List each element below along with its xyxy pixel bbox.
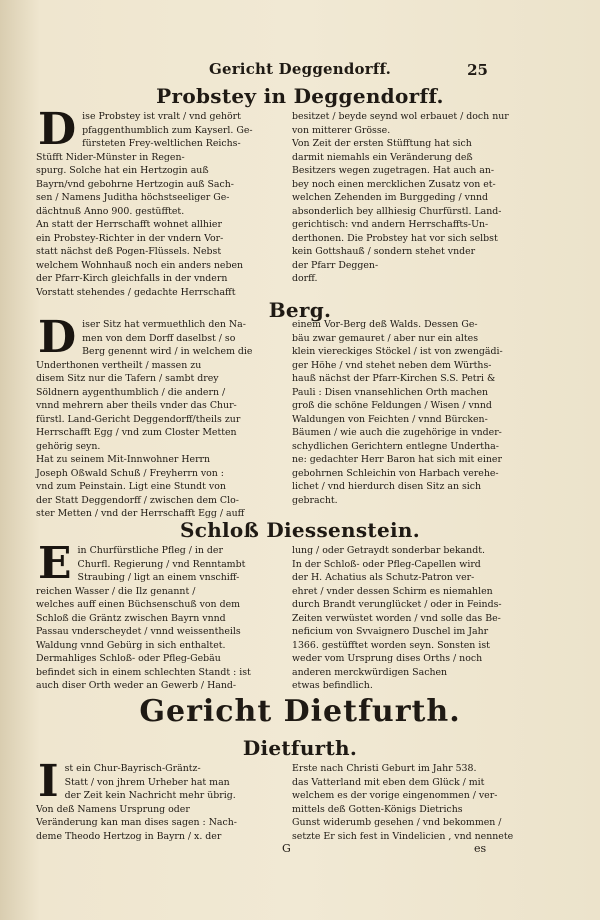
text-line: Berg genennt wird / in welchem die [82, 346, 253, 357]
probstey-left-column [36, 104, 286, 299]
text-line: Stüfft Nider-Münster in Regen- [36, 151, 185, 163]
signature-mark: G [282, 842, 291, 855]
text-line: iser Sitz hat vermuethlich den Na- [82, 319, 246, 330]
text-line: derthonen. Die Probstey hat vor sich selbst [292, 232, 498, 244]
text-line: der H. Achatius als Schutz-Patron ver- [292, 572, 475, 583]
text-line: lung / oder Getraydt sonderbar bekandt. [292, 545, 485, 556]
text-line: In der Schloß- oder Pfleg-Capellen wird [292, 558, 481, 570]
probstey-right-lines [292, 110, 546, 286]
text-line: ise Probstey ist vralt / vnd gehört [82, 111, 241, 122]
text-line: schydlichen Gerichtern entlegne Undertha- [292, 440, 499, 452]
text-line: spurg. Solche hat ein Hertzogin auß [36, 165, 209, 176]
text-line: der Pfarr-Kirch gleichfalls in der vndern [36, 273, 228, 284]
page-number: 25 [467, 61, 488, 79]
text-line: vnd zum Peinstain. Ligt eine Stundt von [36, 481, 226, 492]
text-line: 1366. gestüfftet worden seyn. Sonsten ist [292, 639, 490, 651]
text-line: Passau vnderscheydet / vnnd weissentheils [36, 626, 241, 637]
text-line: gerichtisch: vnd andern Herrschaffts-Un- [292, 219, 489, 230]
text-line: st ein Chur-Bayrisch-Gräntz- [64, 763, 201, 774]
text-line: bey noch einen mercklichen Zusatz von et- [292, 178, 496, 190]
catchword: es [474, 842, 487, 855]
text-line: bäu zwar gemauret / aber nur ein altes [292, 332, 479, 344]
section-title-dietfurth: Dietfurth. [242, 736, 358, 760]
text-line: gebohrnen Schleichin von Harbach verehe- [292, 467, 499, 479]
text-line: weder vom Ursprung dises Orths / noch [292, 653, 483, 664]
text-line: absonderlich bey allhiesig Churfürstl. Land- [292, 205, 502, 217]
text-line: gehörig seyn. [36, 440, 101, 452]
drop-cap-initial: D [38, 312, 77, 363]
section-title-diessenstein: Schloß Diessenstein. [179, 518, 421, 542]
text-line: in Churfürstliche Pfleg / in der [77, 545, 223, 556]
drop-cap-initial: D [38, 104, 77, 155]
text-line: statt nächst deß Pogen-Flüssels. Nebst [36, 246, 222, 257]
text-line: Erste nach Christi Geburt im Jahr 538. [292, 763, 477, 774]
text-line: hauß nächst der Pfarr-Kirchen S.S. Petri & [292, 373, 496, 384]
text-line: groß die schöne Feldungen / Wisen / vnnd [292, 400, 492, 411]
berg-right-lines [292, 318, 546, 507]
text-line: klein viereckiges Stöckel / ist von zwengädi- [292, 346, 503, 357]
text-line: Churfl. Regierung / vnd Renntambt [77, 558, 246, 570]
text-line: disem Sitz nur die Tafern / sambt drey [36, 373, 219, 384]
diessenstein-right-lines [292, 544, 546, 693]
text-line: darmit niemahls ein Veränderung deß [292, 151, 473, 163]
text-line: welchem Wohnhauß noch ein anders neben [36, 259, 244, 271]
text-line: Dermahliges Schloß- oder Pfleg-Gebäu [36, 653, 221, 664]
dietfurth-left-column [36, 756, 286, 843]
text-line: ehret / vnder dessen Schirm es niemahlen [292, 585, 493, 597]
text-line: Hat zu seinem Mit-Innwohner Herrn [36, 454, 211, 465]
text-line: Söldnern aygenthumblich / die andern / [36, 386, 226, 398]
text-line: Veränderung kan man dises sagen : Nach- [36, 817, 237, 828]
text-line: der Statt Deggendorff / zwischen dem Clo- [36, 494, 239, 506]
text-line: Bayrn/vnd gebohrne Hertzogin auß Sach- [36, 178, 234, 190]
text-line: Joseph Oßwald Schuß / Freyherrn von : [36, 467, 224, 479]
text-line: Waldungen von Feichten / vnnd Bürcken- [292, 413, 488, 425]
text-line: welchen Zehenden im Burggeding / vnnd [292, 192, 489, 203]
drop-cap-initial: I [38, 756, 59, 807]
text-line: einem Vor-Berg deß Walds. Dessen Ge- [292, 319, 478, 330]
text-line: Besitzers wegen zugetragen. Hat auch an- [292, 165, 495, 176]
diessenstein-left-column [36, 538, 286, 693]
text-line: Herrschafft Egg / vnd zum Closter Metten [36, 427, 237, 438]
text-line: dorff. [292, 273, 318, 284]
text-line: pfaggenthumblich zum Kayserl. Ge- [82, 124, 253, 136]
text-line: Von Zeit der ersten Stüfftung hat sich [292, 138, 472, 149]
diessenstein-right-column [292, 544, 546, 693]
text-line: Vorstatt stehendes / gedachte Herrschafft [36, 286, 236, 298]
text-line: welchem es der vorige eingenommen / ver- [292, 790, 498, 801]
text-line: der Pfarr Deggen- [292, 259, 379, 271]
drop-cap-initial: E [38, 538, 72, 589]
text-line: Schloß die Gräntz zwischen Bayrn vnnd [36, 612, 226, 624]
running-title: Gericht Deggendorff. [208, 60, 392, 78]
text-line: ein Probstey-Richter in der vndern Vor- [36, 232, 224, 244]
text-line: Statt / von jhrem Urheber hat man [64, 776, 230, 788]
berg-left-column [36, 312, 286, 521]
text-line: auch diser Orth weder an Gewerb / Hand- [36, 680, 237, 691]
text-line: Gunst widerumb gesehen / vnd bekommen / [292, 817, 502, 828]
text-line: der Zeit kein Nachricht mehr übrig. [64, 790, 236, 801]
text-line: ger Höhe / vnd stehet neben dem Würths- [292, 359, 492, 371]
text-line: Zeiten verwüstet worden / vnd solle das Be- [292, 612, 501, 624]
text-line: das Vatterland mit eben dem Glück / mit [292, 776, 485, 788]
text-line: An statt der Herrschafft wohnet allhier [36, 219, 222, 230]
text-line: besitzet / beyde seynd wol erbauet / doch nur [292, 111, 509, 122]
text-line: ne: gedachter Herr Baron hat sich mit einer [292, 454, 502, 465]
text-line: kein Gottshauß / sondern stehet vnder [292, 246, 476, 257]
text-line: setzte Er sich fest in Vindelicien , vnd nennete [292, 830, 514, 842]
dietfurth-right-column [292, 762, 546, 843]
probstey-right-column [292, 110, 546, 286]
text-line: deme Theodo Hertzog in Bayrn / x. der [36, 830, 222, 842]
text-line: ster Metten / vnd der Herrschafft Egg / auff [36, 508, 245, 519]
text-line: men von dem Dorff daselbst / so [82, 332, 236, 344]
text-line: etwas befindlich. [292, 680, 373, 691]
text-line: befindet sich in einem schlechten Standt : ist [36, 666, 251, 678]
dietfurth-left-lines [36, 756, 286, 843]
text-line: Waldung vnnd Gebürg in sich enthaltet. [36, 639, 226, 651]
text-line: Bäumen / wie auch die zugehörige in vnder- [292, 427, 502, 438]
text-line: Underthonen vertheilt / massen zu [36, 359, 202, 371]
text-line: Von deß Namens Ursprung oder [36, 803, 190, 815]
text-line: lichet / vnd hierdurch disen Sitz an sich [292, 481, 482, 492]
text-line: fürsteten Frey-weltlichen Reichs- [82, 138, 241, 149]
text-line: anderen merckwürdigen Sachen [292, 666, 448, 678]
berg-right-column [292, 318, 546, 507]
running-head [0, 60, 600, 82]
section-title-berg: Berg. [268, 298, 332, 322]
text-line: neficium von Svvaignero Duschel im Jahr [292, 626, 489, 637]
section-title-probstey: Probstey in Deggendorff. [156, 84, 444, 108]
text-line: mittels deß Gotten-Königs Dietrichs [292, 803, 463, 815]
text-line: durch Brandt verunglücket / oder in Feinds- [292, 599, 502, 610]
district-title: Gericht Dietfurth. [139, 694, 461, 729]
text-line: gebracht. [292, 494, 338, 506]
text-line: welches auff einen Büchsenschuß von dem [36, 599, 241, 610]
text-line: dächtnuß Anno 900. gestüfftet. [36, 205, 185, 217]
text-line: von mitterer Grösse. [292, 124, 391, 136]
text-line: vnnd mehrern aber theils vnder das Chur- [36, 400, 237, 411]
text-line: fürstl. Land-Gericht Deggendorff/theils zur [36, 413, 241, 425]
text-line: Straubing / ligt an einem vnschiff- [77, 572, 240, 583]
text-line: reichen Wasser / die Ilz genannt / [36, 585, 196, 597]
text-line: sen / Namens Juditha höchstseeliger Ge- [36, 192, 230, 203]
text-line: Pauli : Disen vnansehlichen Orth machen [292, 386, 489, 398]
dietfurth-right-lines [292, 762, 546, 843]
